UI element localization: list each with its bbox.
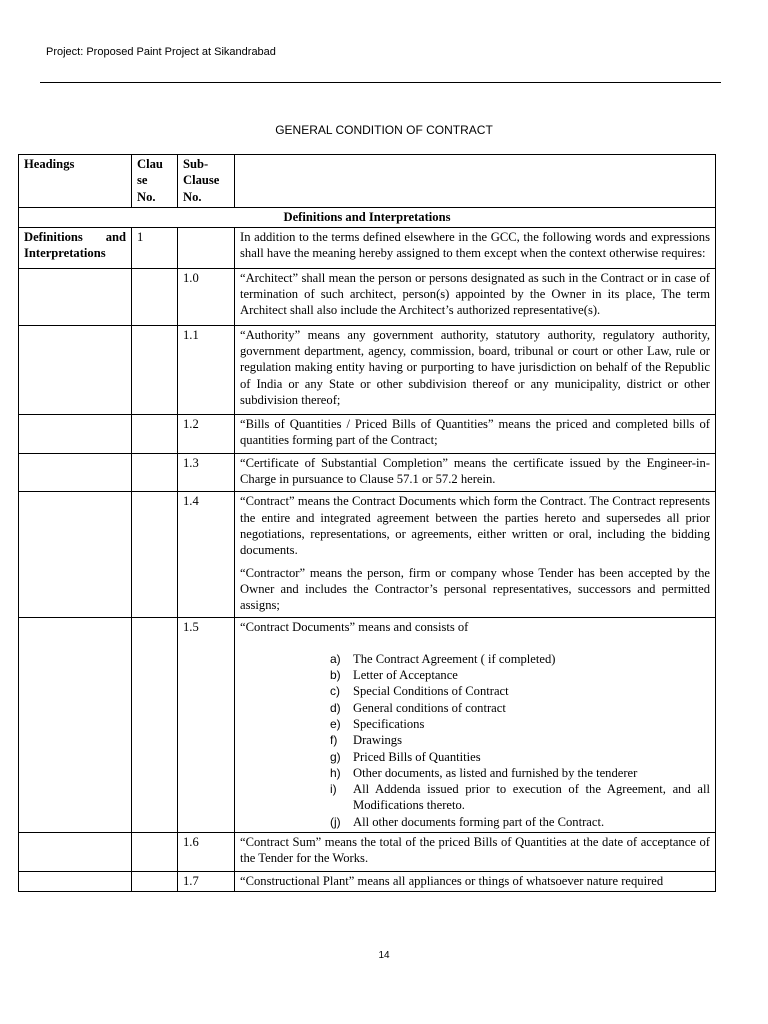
- sub-clause-no: [178, 228, 235, 269]
- list-item: f) Drawings: [330, 733, 402, 748]
- clause-text: “Constructional Plant” means all appliances or things of whatsoever nature required: [235, 871, 716, 891]
- section-row: [19, 207, 716, 227]
- list-item: (j) All other documents forming part of the Contract.: [330, 814, 605, 829]
- table-row: [19, 228, 716, 269]
- contract-documents-intro: “Contract Documents” means and consists of: [240, 620, 469, 635]
- clause-text: [235, 618, 716, 833]
- sub-clause-no: 1.7: [178, 871, 235, 891]
- list-item: a) The Contract Agreement ( if completed): [330, 651, 556, 666]
- table-row: [19, 832, 716, 871]
- list-item: d) General conditions of contract: [330, 700, 506, 715]
- sub-clause-no: 1.1: [178, 325, 235, 414]
- clause-text: “Architect” shall mean the person or persons designated as such in the Contract or in case of termination of such architect, person(s) appointed by the Owner in its place, The term Architect shall also include the Architect’s authorized representative(s).: [235, 268, 716, 325]
- col-text: [235, 155, 716, 208]
- list-item: b) Letter of Acceptance: [330, 668, 458, 683]
- table-row: [19, 871, 716, 891]
- contractor-definition: “Contractor” means the person, firm or company whose Tender has been accepted by the Owner and includes the Contractor’s personal representatives, successors and permitted assigns;: [240, 565, 710, 613]
- table-row: [19, 618, 716, 833]
- clause-text: [235, 492, 716, 618]
- clause-text: In addition to the terms defined elsewhere in the GCC, the following words and expressions shall have the meaning hereby assigned to them except when the context otherwise requires:: [235, 228, 716, 269]
- clause-text: “Authority” means any government authority, statutory authority, regulatory authority, government department, agency, commission, board, tribunal or court or other Law, rule or regulation making entity having or purporting to have jurisdiction on behalf of the Republic of India or any State or other subdivision thereof or any municipality, district or other subdivision thereof;: [235, 325, 716, 414]
- clause-no: 1: [132, 228, 178, 269]
- list-item: e) Specifications: [330, 716, 425, 731]
- sub-clause-no: 1.4: [178, 492, 235, 618]
- list-item: g) Priced Bills of Quantities: [330, 749, 481, 764]
- sub-clause-no: 1.2: [178, 415, 235, 454]
- list-item: h) Other documents, as listed and furnished by the tenderer: [330, 765, 638, 780]
- section-title: Definitions and Interpretations: [19, 207, 716, 227]
- header-divider: [40, 82, 721, 83]
- col-clause-no: Clau se No.: [132, 155, 178, 208]
- sub-clause-no: 1.3: [178, 453, 235, 492]
- contract-definition: “Contract” means the Contract Documents which form the Contract. The Contract represents the entire and integrated agreement between the parties hereto and supersedes all prior negotiations, representations, or agreements, either written or oral, including the bidding documents.: [240, 494, 710, 558]
- clause-text: “Certificate of Substantial Completion” means the certificate issued by the Engineer-in-Charge in pursuance to Clause 57.1 or 57.2 herein.: [235, 453, 716, 492]
- page-number: 14: [378, 950, 390, 961]
- sub-clause-no: 1.5: [178, 618, 235, 833]
- sub-clause-no: 1.6: [178, 832, 235, 871]
- project-header: Project: Proposed Paint Project at Sikandrabad: [46, 46, 276, 58]
- list-item: i) All Addenda issued prior to execution of the Agreement, and all Modifications thereto.: [330, 782, 710, 813]
- gcc-table: [18, 154, 716, 892]
- table-row: [19, 415, 716, 454]
- table-row: [19, 492, 716, 618]
- clause-text: “Contract Sum” means the total of the priced Bills of Quantities at the date of acceptance of the Tender for the Works.: [235, 832, 716, 871]
- list-item: c) Special Conditions of Contract: [330, 684, 509, 699]
- clause-text: “Bills of Quantities / Priced Bills of Quantities” means the priced and completed bills of quantities forming part of the Contract;: [235, 415, 716, 454]
- table-row: [19, 268, 716, 325]
- contract-documents-list: [240, 651, 710, 830]
- table-row: [19, 325, 716, 414]
- document-title: GENERAL CONDITION OF CONTRACT: [275, 123, 493, 137]
- table-row: [19, 453, 716, 492]
- table-header-row: [19, 155, 716, 208]
- col-headings: Headings: [19, 155, 132, 208]
- sub-clause-no: 1.0: [178, 268, 235, 325]
- col-sub-clause-no: Sub- Clause No.: [178, 155, 235, 208]
- row-heading: Definitions and Interpretations: [19, 228, 132, 269]
